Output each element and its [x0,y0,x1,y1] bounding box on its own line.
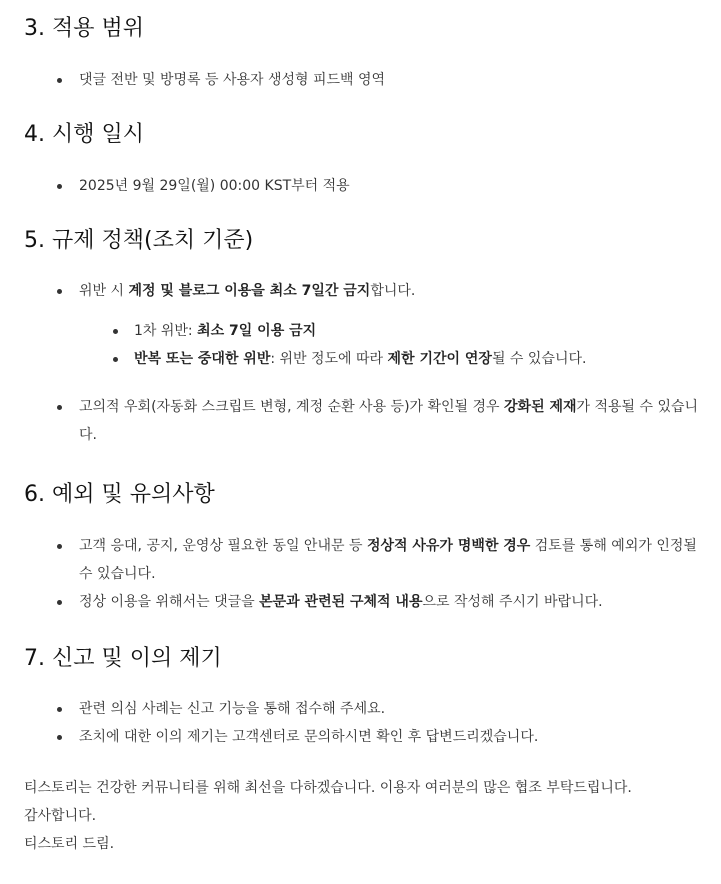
list-item: 댓글 전반 및 방명록 등 사용자 생성형 피드백 영역 [24,66,704,94]
list-item [24,532,704,588]
sub-list-item [24,317,704,345]
closing-line: 티스토리는 건강한 커뮤니티를 위해 최선을 다하겠습니다. 이용자 여러분의 많은 협조 부탁드립니다. [24,780,632,796]
exceptions-list [24,532,704,616]
item-emphasis: 최소 7일 이용 금지 [197,323,317,339]
item-text: 으로 작성해 주시기 바랍니다. [422,594,603,610]
list-item: 조치에 대한 이의 제기는 고객센터로 문의하시면 확인 후 답변드리겠습니다. [24,723,704,751]
item-text: 될 수 있습니다. [491,351,587,367]
item-text: 고의적 우회(자동화 스크립트 변형, 계정 순환 사용 등)가 확인될 경우 [79,399,505,415]
closing-message [24,774,714,858]
sub-list-item [24,345,704,373]
scope-list [24,66,704,94]
section-heading-report-appeal: 7. 신고 및 이의 제기 [24,646,222,671]
effective-date-list [24,172,704,200]
item-text: 가 적용될 수 있습니다. [79,399,699,443]
list-item [24,277,704,305]
item-text: 합니다. [370,283,416,299]
list-item: 2025년 9월 29일(월) 00:00 KST부터 적용 [24,172,704,200]
list-item [24,393,704,449]
item-text: 검토를 통해 예외가 인정될 수 있습니다. [79,538,697,582]
item-emphasis: 본문과 관련된 구체적 내용 [259,594,423,610]
item-text: : 위반 정도에 따라 [270,351,388,367]
report-appeal-list [24,695,704,751]
section-heading-exceptions: 6. 예외 및 유의사항 [24,482,215,507]
item-emphasis: 제한 기간이 연장 [387,351,492,367]
list-item: 관련 의심 사례는 신고 기능을 통해 접수해 주세요. [24,695,704,723]
closing-thanks: 감사합니다. [24,808,97,824]
item-text: 고객 응대, 공지, 운영상 필요한 동일 안내문 등 [79,538,367,554]
item-emphasis: 계정 및 블로그 이용을 최소 7일간 금지 [128,283,371,299]
item-emphasis: 정상적 사유가 명백한 경우 [366,538,531,554]
item-text: 1차 위반: [134,323,198,339]
list-item [24,588,704,616]
closing-signature: 티스토리 드림. [24,836,115,852]
item-text: 위반 시 [79,283,129,299]
section-heading-scope: 3. 적용 범위 [24,16,144,41]
item-text: 정상 이용을 위해서는 댓글을 [79,594,260,610]
section-heading-policy: 5. 규제 정책(조치 기준) [24,228,254,253]
item-emphasis: 강화된 제재 [504,399,577,415]
section-heading-effective-date: 4. 시행 일시 [24,122,144,147]
policy-list [24,277,704,449]
item-emphasis: 반복 또는 중대한 위반 [134,351,271,367]
